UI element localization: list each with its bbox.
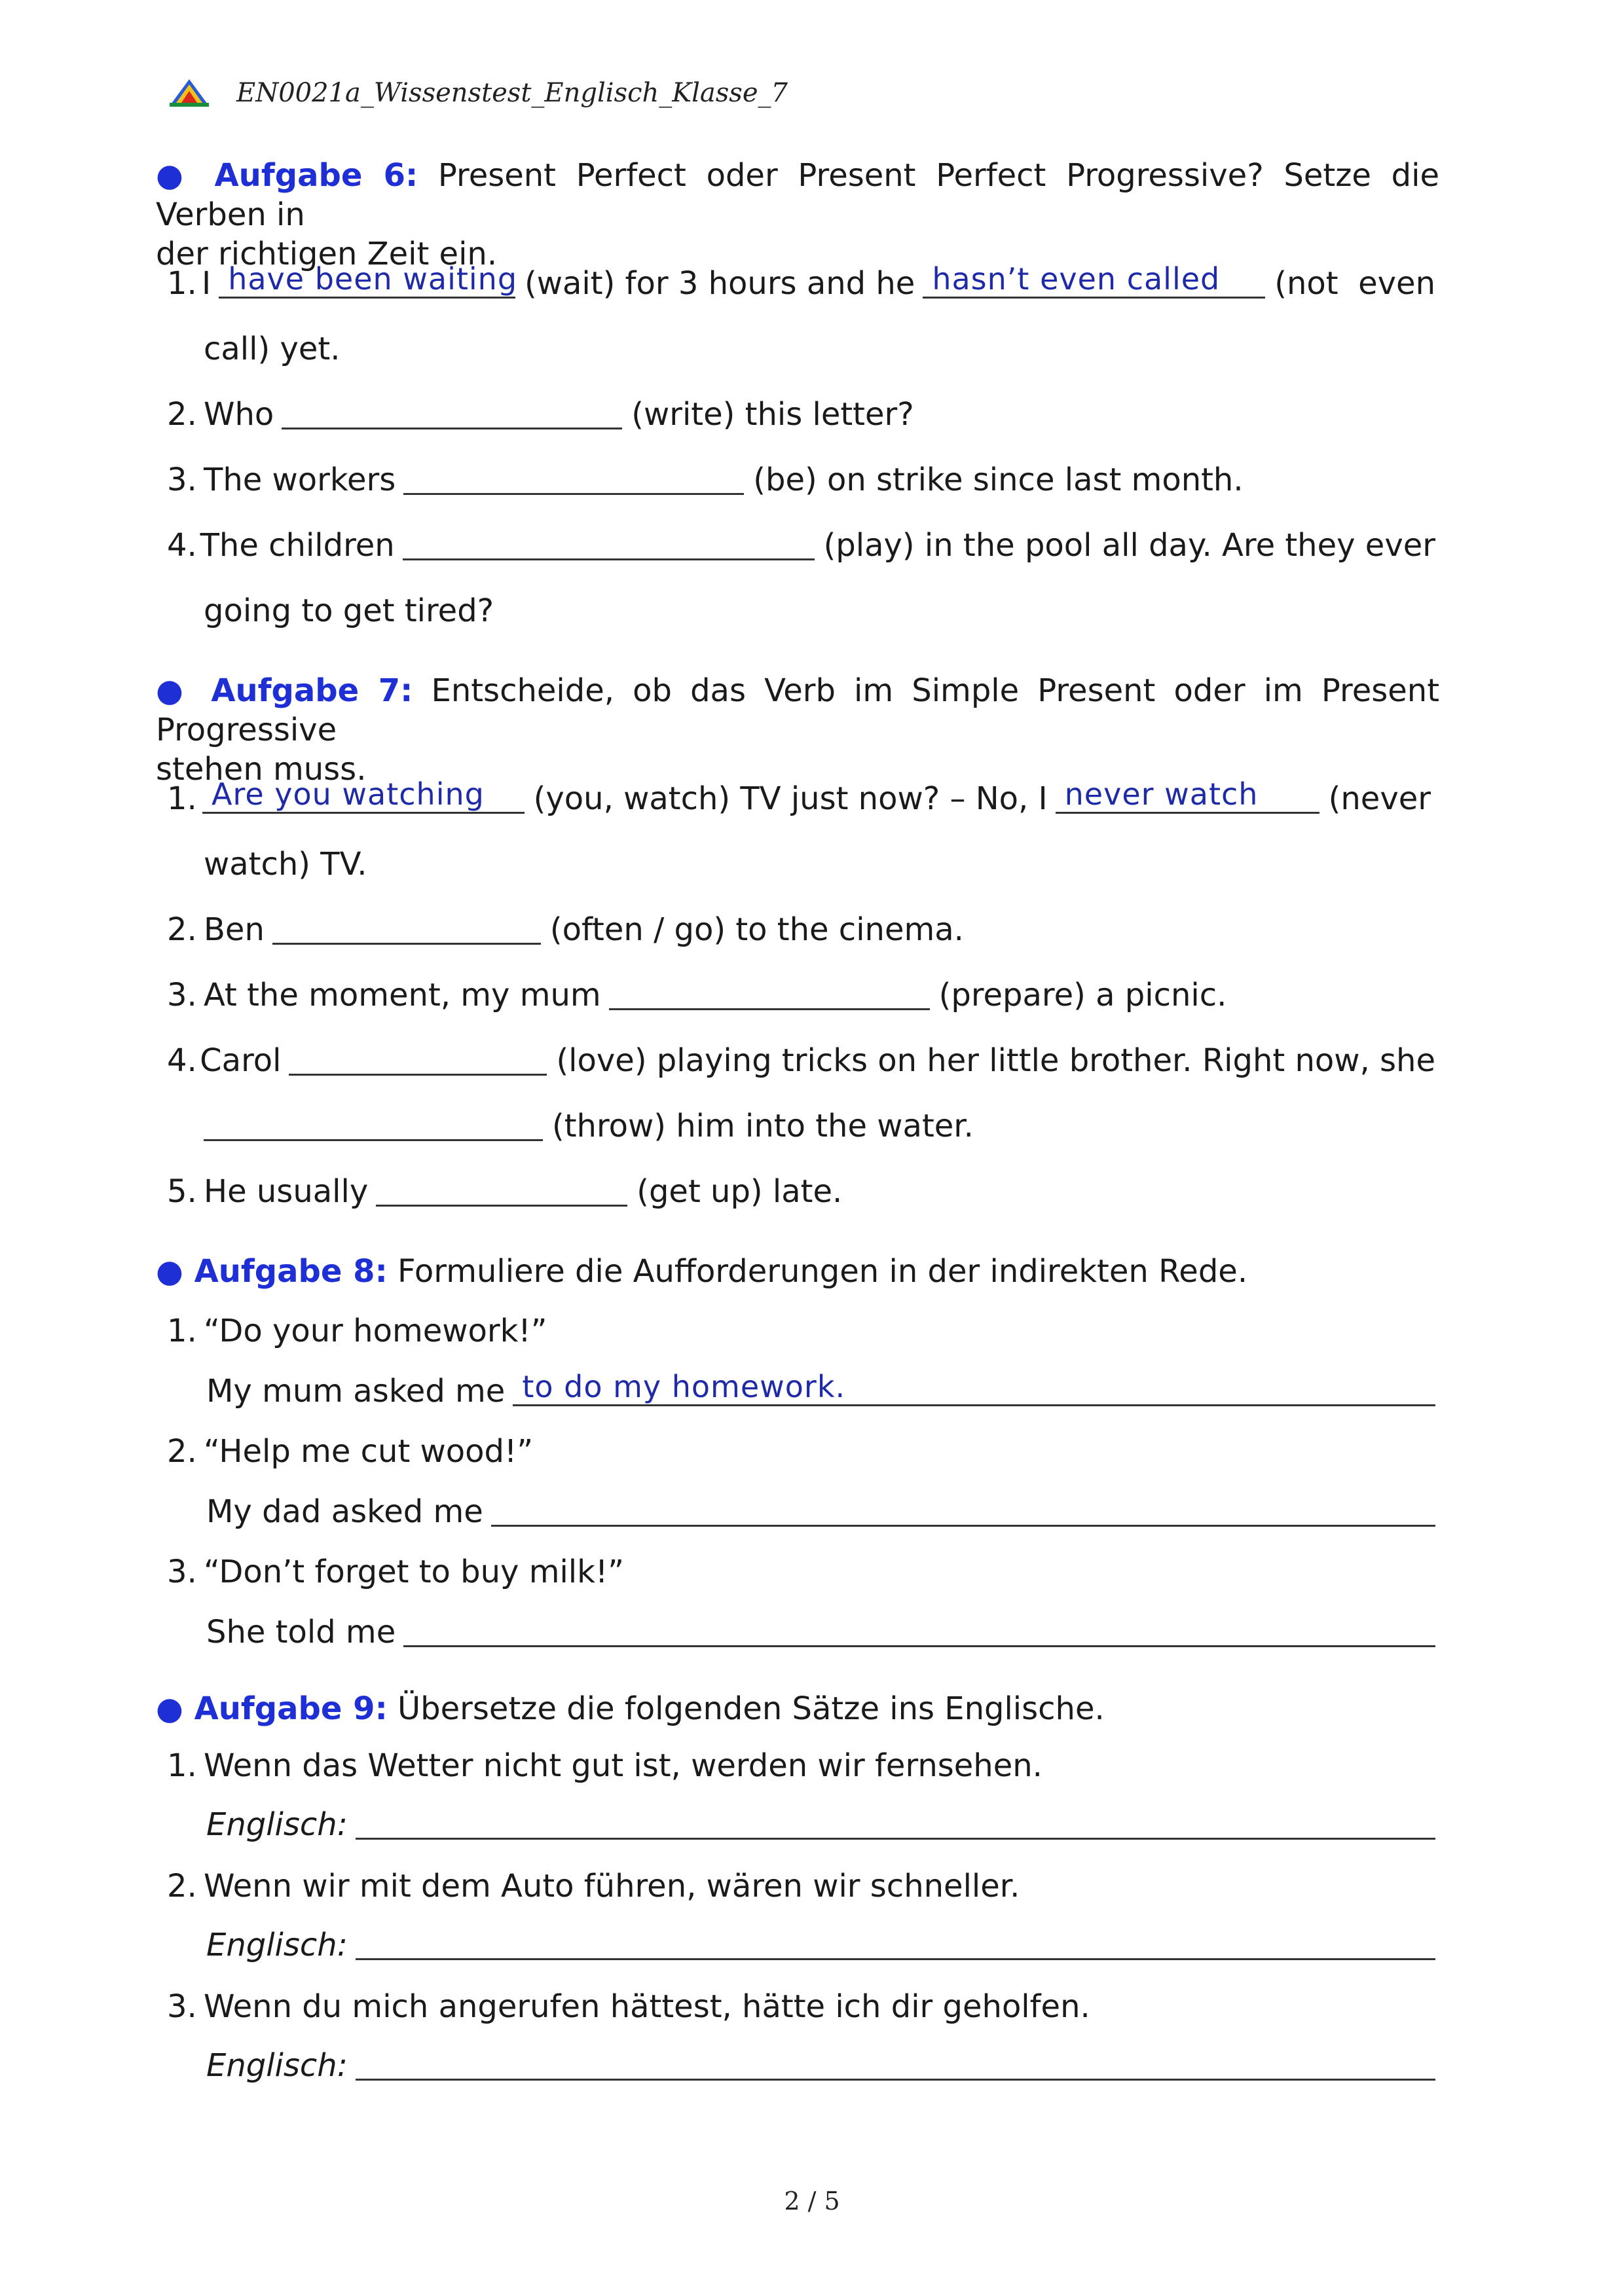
task-7-label: ● Aufgabe 7: bbox=[156, 672, 413, 709]
task-6-label: ● Aufgabe 6: bbox=[156, 157, 418, 194]
task-9-item-1-answer-line bbox=[206, 1802, 1435, 1844]
english-label: Englisch: bbox=[206, 1806, 348, 1843]
item-text: The workers bbox=[204, 462, 396, 498]
item-text: I bbox=[202, 265, 212, 302]
task-7-item-2 bbox=[167, 907, 964, 949]
item-text: watch) TV. bbox=[204, 846, 367, 883]
item-number: 2. bbox=[167, 911, 197, 948]
item-number: 3. bbox=[167, 1554, 197, 1590]
task-7-item-3 bbox=[167, 972, 1227, 1014]
task-8-item-2-answer-line bbox=[206, 1489, 1435, 1531]
task-8-item-2-quote bbox=[167, 1429, 533, 1470]
answer-blank[interactable] bbox=[356, 2045, 1435, 2081]
task-9-instruction: Übersetze die folgenden Sätze ins Englische. bbox=[397, 1690, 1105, 1727]
item-text: (not even bbox=[1274, 265, 1435, 302]
item-number: 5. bbox=[167, 1173, 197, 1210]
task-6-heading bbox=[156, 156, 1439, 274]
item-text: He usually bbox=[204, 1173, 369, 1210]
item-text: (often / go) to the cinema. bbox=[549, 911, 964, 948]
task-9-label: ● Aufgabe 9: bbox=[156, 1690, 388, 1727]
item-number: 3. bbox=[167, 462, 197, 498]
task-8-item-3-answer-line bbox=[206, 1609, 1435, 1651]
document-title: EN0021a_Wissenstest_Englisch_Klasse_7 bbox=[236, 78, 788, 108]
task-9-item-3-answer-line bbox=[206, 2043, 1435, 2085]
task-6-item-1-cont bbox=[204, 326, 340, 368]
task-9-item-3 bbox=[167, 1984, 1090, 2026]
german-sentence: Wenn wir mit dem Auto führen, wären wir schneller. bbox=[204, 1868, 1020, 1904]
task-8-heading bbox=[156, 1252, 1439, 1291]
item-text: (you, watch) TV just now? – No, I bbox=[533, 780, 1048, 817]
answer-blank[interactable] bbox=[403, 459, 744, 495]
task-9-item-1 bbox=[167, 1743, 1043, 1785]
item-text: (get up) late. bbox=[637, 1173, 843, 1210]
item-number: 4. bbox=[167, 527, 197, 564]
task-6-item-4-cont bbox=[204, 588, 494, 630]
answer-blank[interactable] bbox=[202, 778, 525, 814]
item-text: call) yet. bbox=[204, 331, 341, 367]
item-text: (write) this letter? bbox=[631, 396, 914, 433]
task-6-item-1 bbox=[167, 261, 1435, 302]
english-label: Englisch: bbox=[206, 1927, 348, 1963]
answer-blank[interactable] bbox=[923, 263, 1265, 299]
item-number: 2. bbox=[167, 1868, 197, 1904]
item-text: (never bbox=[1328, 780, 1431, 817]
item-number: 2. bbox=[167, 1433, 197, 1470]
lead-text: She told me bbox=[206, 1614, 396, 1650]
item-text: (throw) him into the water. bbox=[552, 1108, 974, 1144]
lead-text: My dad asked me bbox=[206, 1493, 483, 1530]
answer-blank[interactable] bbox=[356, 1924, 1435, 1960]
answer-blank[interactable] bbox=[356, 1804, 1435, 1840]
task-7-item-1-cont bbox=[204, 841, 367, 883]
item-text: Who bbox=[204, 396, 274, 433]
quote-text: “Help me cut wood!” bbox=[204, 1433, 534, 1470]
quote-text: “Do your homework!” bbox=[204, 1313, 547, 1349]
document-header bbox=[167, 73, 788, 113]
item-number: 1. bbox=[167, 265, 197, 302]
handwritten-answer: Are you watching bbox=[211, 776, 485, 812]
answer-blank[interactable] bbox=[289, 1040, 547, 1076]
answer-blank[interactable] bbox=[282, 393, 622, 429]
task-9-item-2-answer-line bbox=[206, 1922, 1435, 1964]
lead-text: My mum asked me bbox=[206, 1373, 506, 1410]
task-9-heading bbox=[156, 1689, 1439, 1728]
answer-blank[interactable] bbox=[376, 1171, 627, 1207]
item-number: 2. bbox=[167, 396, 197, 433]
item-text: Ben bbox=[204, 911, 265, 948]
task-7-item-4-cont bbox=[204, 1103, 974, 1145]
answer-blank[interactable] bbox=[204, 1105, 543, 1141]
answer-blank[interactable] bbox=[513, 1370, 1435, 1406]
task-7-instruction-1: Entscheide, ob das Verb im Simple Present oder im Present Progressive bbox=[156, 672, 1440, 748]
item-text: Carol bbox=[200, 1042, 282, 1079]
task-6-item-2 bbox=[167, 392, 914, 433]
handwritten-answer: have been waiting bbox=[228, 261, 518, 297]
handwritten-answer: never watch bbox=[1064, 776, 1259, 812]
quote-text: “Don’t forget to buy milk!” bbox=[204, 1554, 625, 1590]
task-8-item-1-quote bbox=[167, 1308, 547, 1350]
item-text: (play) in the pool all day. Are they ever bbox=[823, 527, 1435, 564]
item-text: going to get tired? bbox=[204, 592, 494, 629]
task-6-item-4 bbox=[167, 522, 1435, 564]
task-7-item-4 bbox=[167, 1038, 1435, 1080]
answer-blank[interactable] bbox=[403, 1611, 1435, 1647]
answer-blank[interactable] bbox=[403, 524, 815, 560]
item-text: (wait) for 3 hours and he bbox=[525, 265, 915, 302]
item-number: 1. bbox=[167, 1313, 197, 1349]
task-6-item-3 bbox=[167, 457, 1244, 499]
item-number: 3. bbox=[167, 977, 197, 1013]
task-7-instruction-2: stehen muss. bbox=[156, 751, 367, 788]
answer-blank[interactable] bbox=[609, 974, 930, 1010]
task-7-heading bbox=[156, 671, 1439, 789]
handwritten-answer: hasn’t even called bbox=[932, 261, 1221, 297]
task-9-item-2 bbox=[167, 1863, 1020, 1905]
handwritten-answer: to do my homework. bbox=[522, 1369, 846, 1404]
item-text: (prepare) a picnic. bbox=[938, 977, 1227, 1013]
item-text: (be) on strike since last month. bbox=[753, 462, 1244, 498]
answer-blank[interactable] bbox=[491, 1491, 1435, 1527]
item-text: The children bbox=[200, 527, 395, 564]
page-number: 2 / 5 bbox=[784, 2187, 840, 2215]
task-8-label: ● Aufgabe 8: bbox=[156, 1253, 388, 1290]
task-7-item-5 bbox=[167, 1169, 842, 1211]
item-number: 3. bbox=[167, 1988, 197, 2025]
task-6-instruction-2: der richtigen Zeit ein. bbox=[156, 236, 498, 272]
item-number: 4. bbox=[167, 1042, 197, 1079]
item-number: 1. bbox=[167, 780, 197, 817]
german-sentence: Wenn das Wetter nicht gut ist, werden wir fernsehen. bbox=[204, 1747, 1043, 1784]
english-label: Englisch: bbox=[206, 2047, 348, 2084]
item-text: At the moment, my mum bbox=[204, 977, 601, 1013]
answer-blank[interactable] bbox=[1056, 778, 1320, 814]
answer-blank[interactable] bbox=[272, 909, 541, 945]
task-8-instruction: Formuliere die Aufforderungen in der indirekten Rede. bbox=[397, 1253, 1248, 1290]
german-sentence: Wenn du mich angerufen hättest, hätte ich dir geholfen. bbox=[204, 1988, 1090, 2025]
publisher-logo-icon bbox=[167, 78, 212, 108]
answer-blank[interactable] bbox=[219, 261, 518, 299]
task-6-instruction-1: Present Perfect oder Present Perfect Progressive? Setze die Verben in bbox=[156, 157, 1440, 233]
item-text: (love) playing tricks on her little brother. Right now, she bbox=[556, 1042, 1435, 1079]
task-7-item-1 bbox=[167, 776, 1431, 818]
task-8-item-1-answer-line bbox=[206, 1368, 1435, 1410]
item-number: 1. bbox=[167, 1747, 197, 1784]
task-8-item-3-quote bbox=[167, 1549, 624, 1591]
